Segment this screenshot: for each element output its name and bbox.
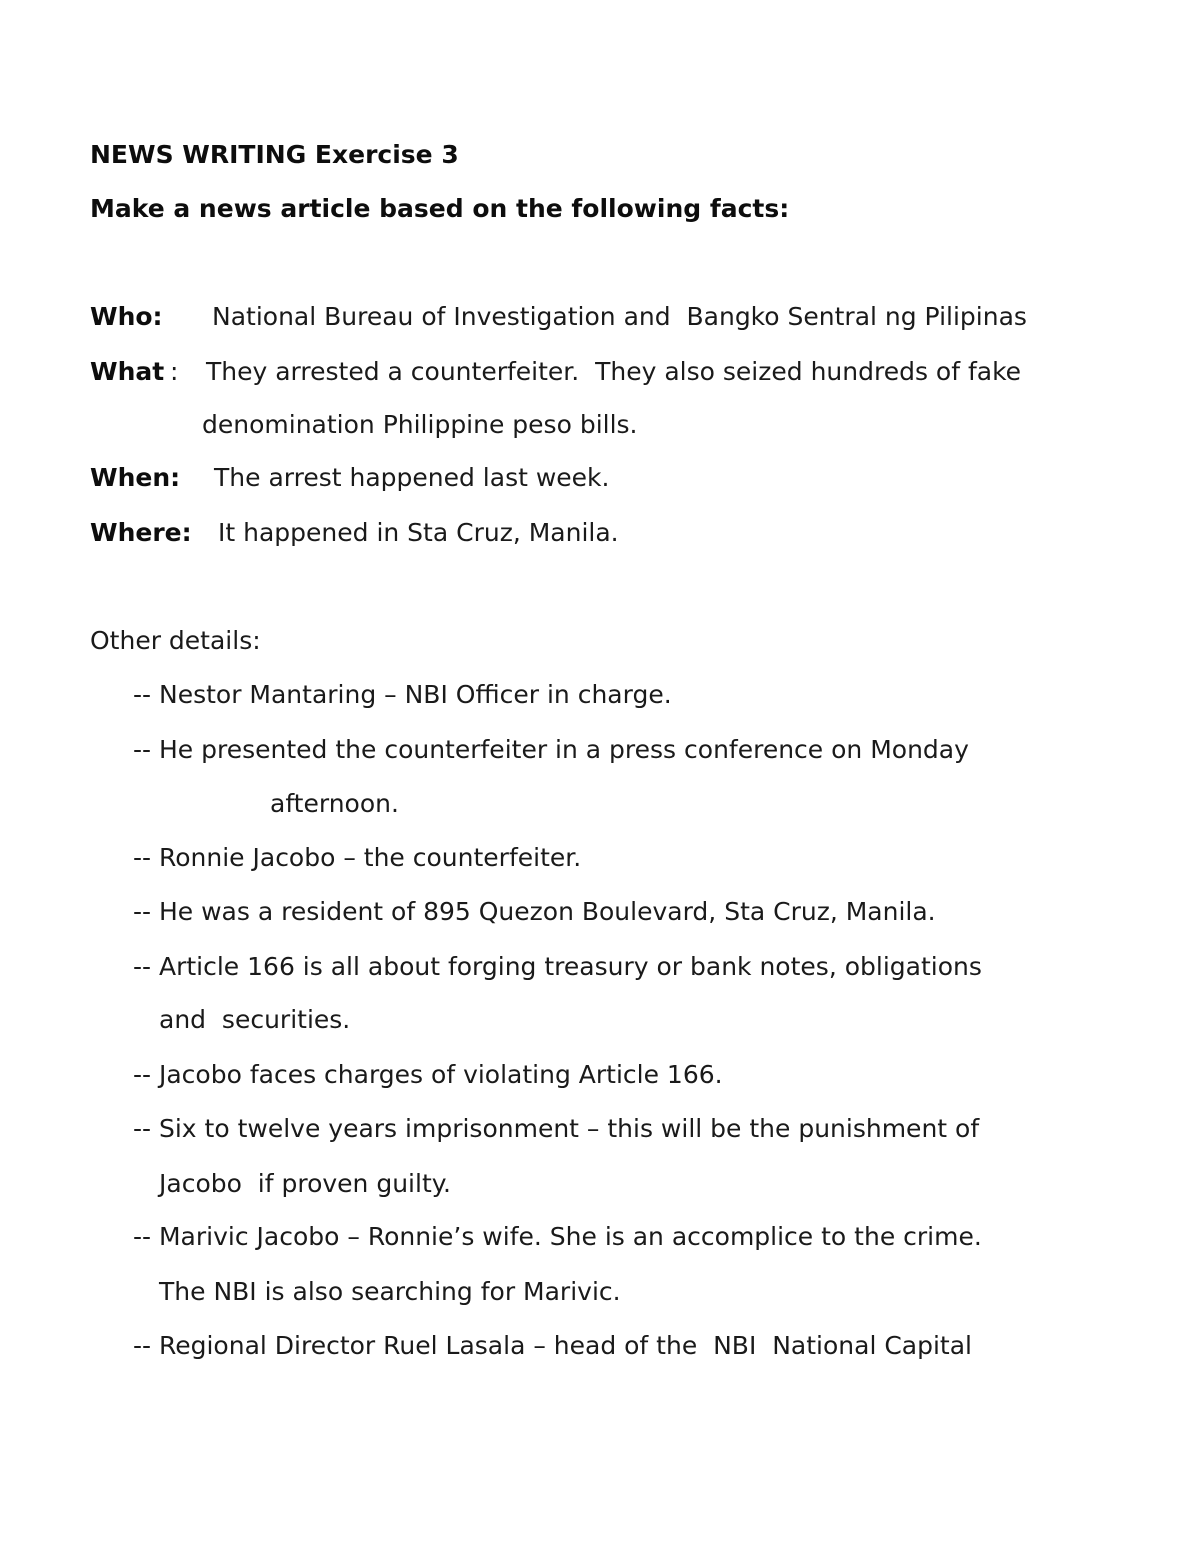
- what-text: They arrested a counterfeiter. They also seized hundreds of fake: [206, 357, 1022, 386]
- where-text: It happened in Sta Cruz, Manila.: [218, 518, 619, 547]
- detail-item-3: -- Ronnie Jacobo – the counterfeiter.: [133, 843, 582, 872]
- detail-item-7: -- Six to twelve years imprisonment – this will be the punishment of: [133, 1114, 980, 1143]
- who-text: National Bureau of Investigation and Bangko Sentral ng Pilipinas: [212, 302, 1027, 331]
- when-text: The arrest happened last week.: [214, 463, 610, 492]
- document-title: NEWS WRITING Exercise 3: [90, 140, 459, 169]
- detail-item-8-continued: The NBI is also searching for Marivic.: [159, 1277, 621, 1306]
- detail-item-4: -- He was a resident of 895 Quezon Boulevard, Sta Cruz, Manila.: [133, 897, 936, 926]
- other-details-heading: Other details:: [90, 626, 261, 655]
- what-text-continued: denomination Philippine peso bills.: [202, 410, 638, 439]
- when-label: When:: [90, 463, 181, 492]
- detail-item-2: -- He presented the counterfeiter in a press conference on Monday: [133, 735, 969, 764]
- detail-item-8: -- Marivic Jacobo – Ronnie’s wife. She is an accomplice to the crime.: [133, 1222, 982, 1251]
- detail-item-2-continued: afternoon.: [270, 789, 399, 818]
- detail-item-5-continued: and securities.: [159, 1005, 351, 1034]
- detail-item-7-continued: Jacobo if proven guilty.: [159, 1169, 451, 1198]
- detail-item-1: -- Nestor Mantaring – NBI Officer in charge.: [133, 680, 672, 709]
- detail-item-5: -- Article 166 is all about forging treasury or bank notes, obligations: [133, 952, 982, 981]
- who-label: Who:: [90, 302, 163, 331]
- instruction-text: Make a news article based on the following facts:: [90, 194, 790, 223]
- what-colon: :: [170, 357, 179, 386]
- where-label: Where:: [90, 518, 192, 547]
- detail-item-6: -- Jacobo faces charges of violating Article 166.: [133, 1060, 723, 1089]
- what-label: What: [90, 357, 165, 386]
- detail-item-9: -- Regional Director Ruel Lasala – head of the NBI National Capital: [133, 1331, 973, 1360]
